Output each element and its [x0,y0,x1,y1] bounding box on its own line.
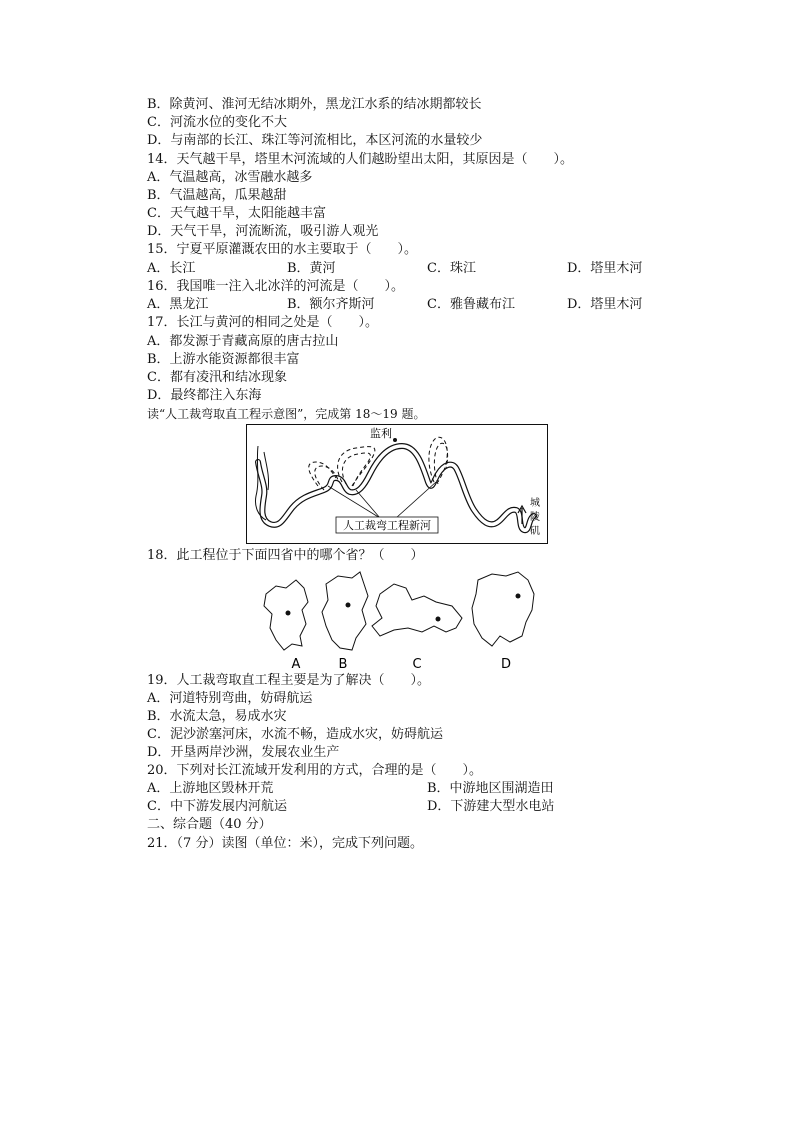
chenglingji-char-2: 陵 [530,512,540,523]
q14-option-b: B．气温越高，瓜果越甜 [147,188,287,203]
q19-option-c: C．泥沙淤塞河床，水流不畅，造成水灾，妨碍航运 [147,727,443,742]
province-b-label: B [338,657,348,672]
chenglingji-char-1: 城 [530,498,540,509]
q16-stem: 16．我国唯一注入北冰洋的河流是（ ）。 [147,279,405,294]
q16-option-c: C．雅鲁藏布江 [427,297,515,312]
jianli-label: 监利 [370,427,392,440]
q13-option-c: C．河流水位的变化不大 [147,115,287,130]
province-c-dot [436,617,441,622]
q15-option-d: D．塔里木河 [567,261,643,276]
section-2-heading: 二、综合题（40 分） [147,817,272,832]
q15-stem: 15．宁夏平原灌溉农田的水主要取于（ ）。 [147,242,418,257]
q19-option-a: A．河道特别弯曲，妨碍航运 [147,691,313,706]
q20-option-b: B．中游地区围湖造田 [427,781,554,796]
province-b-outline [322,572,368,650]
river-cutoff-map [246,424,548,544]
q19-option-d: D．开垦两岸沙洲，发展农业生产 [147,745,340,760]
q13-option-d: D．与南部的长江、珠江等河流相比，本区河流的水量较少 [147,133,483,148]
q17-option-c: C．都有凌汛和结冰现象 [147,370,287,385]
q19-stem: 19．人工裁弯取直工程主要是为了解决（ ）。 [147,673,431,688]
q15-option-a: A．长江 [147,261,196,276]
q14-option-d: D．天气干旱，河流断流，吸引游人观光 [147,224,379,239]
province-a-dot [286,611,291,616]
q16-option-a: A．黑龙江 [147,297,209,312]
province-a-label: A [291,657,301,672]
q13-option-b: B．除黄河、淮河无结冰期外，黑龙江水系的结冰期都较长 [147,97,482,112]
new-river-label: 人工裁弯工程新河 [343,519,431,532]
province-a-outline [264,580,308,650]
q14-option-a: A．气温越高，冰雪融水越多 [147,170,313,185]
q20-option-d: D．下游建大型水电站 [427,799,555,814]
q15-option-c: C．珠江 [427,261,476,276]
chenglingji-char-3: 矶 [530,526,540,537]
province-c-outline [372,584,462,636]
q19-option-b: B．水流太急，易成水灾 [147,709,287,724]
q20-stem: 20．下列对长江流域开发利用的方式，合理的是（ ）。 [147,763,483,778]
province-b-dot [346,603,351,608]
province-outlines [256,566,546,674]
q17-option-d: D．最终都注入东海 [147,388,262,403]
q20-option-c: C．中下游发展内河航运 [147,799,287,814]
jianli-dot [393,438,397,442]
province-d-outline [472,572,534,646]
q14-option-c: C．天气越干旱，太阳能越丰富 [147,206,326,221]
q18-stem: 18．此工程位于下面四省中的哪个省？（ ） [147,548,424,563]
q20-option-a: A．上游地区毁林开荒 [147,781,274,796]
map-reading-instruction: 读“人工裁弯取直工程示意图”，完成第 18～19 题。 [147,407,426,421]
q16-option-b: B．额尔齐斯河 [287,297,375,312]
q17-option-a: A．都发源于青藏高原的唐古拉山 [147,334,339,349]
province-c-label: C [412,657,422,672]
q15-option-b: B．黄河 [287,261,336,276]
province-d-dot [516,594,521,599]
province-d-label: D [500,657,512,672]
q17-option-b: B．上游水能资源都很丰富 [147,352,300,367]
q14-stem: 14．天气越干旱，塔里木河流域的人们越盼望出太阳，其原因是（ ）。 [147,152,574,167]
q17-stem: 17．长江与黄河的相同之处是（ ）。 [147,315,379,330]
q21-stem: 21．（7 分）读图（单位：米），完成下列问题。 [147,836,423,851]
q16-option-d: D．塔里木河 [567,297,643,312]
